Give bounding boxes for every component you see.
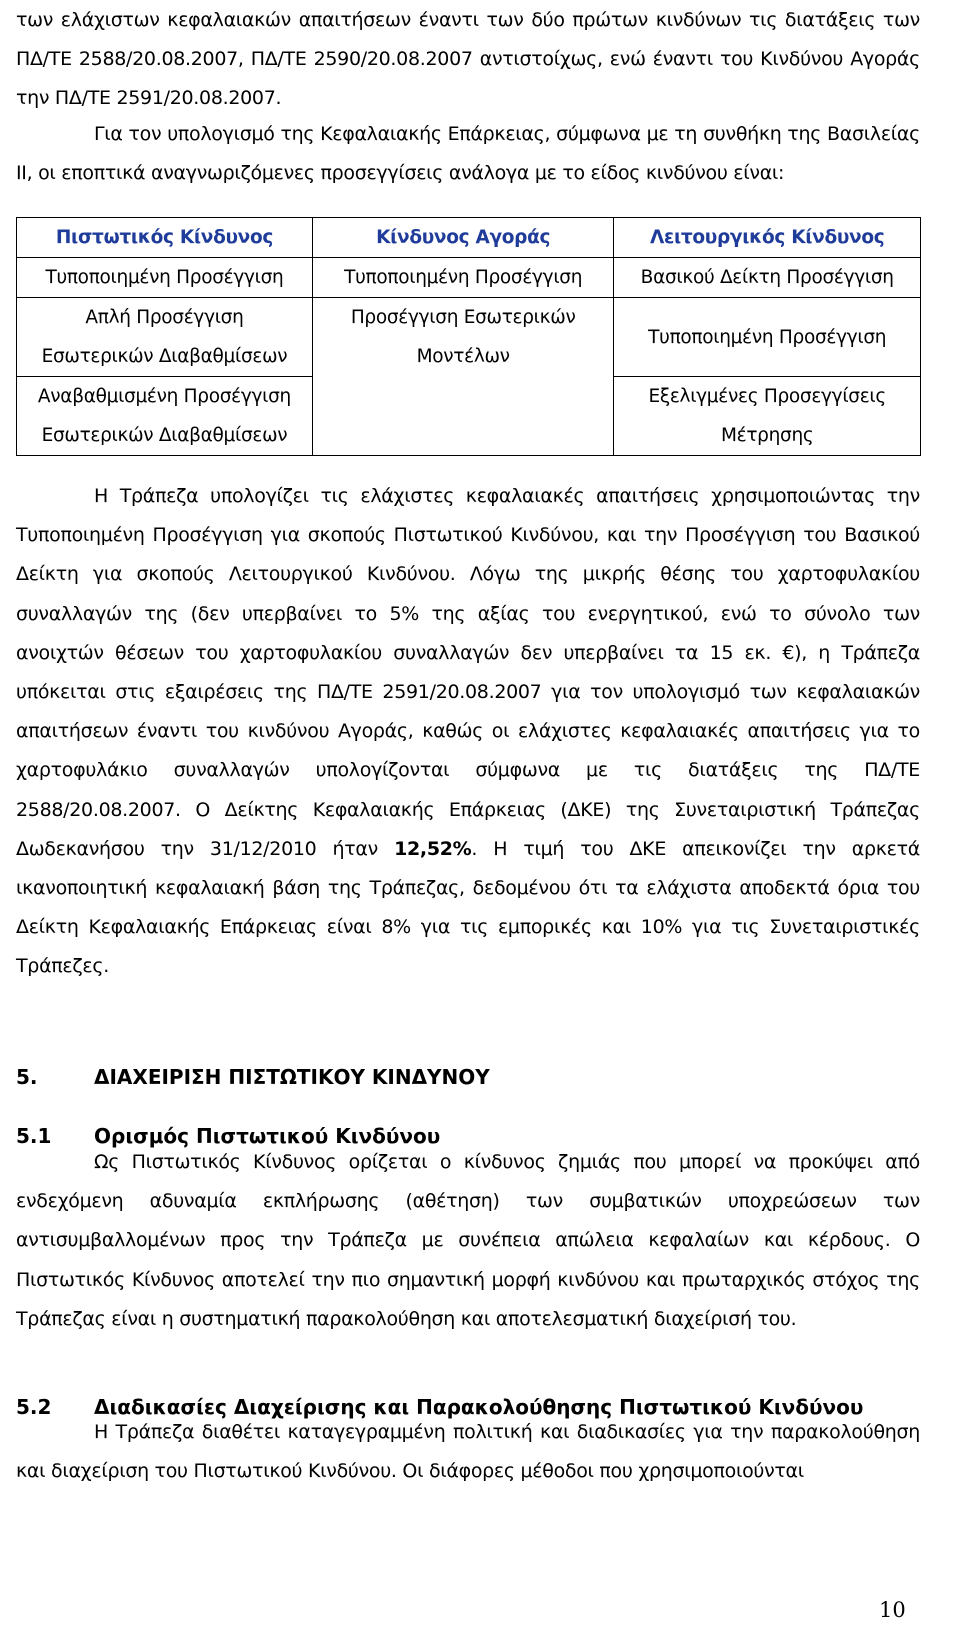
- header-operational-risk: Λειτουργικός Κίνδυνος: [614, 218, 921, 258]
- paragraph-credit-risk-procedures: Η Τράπεζα διαθέτει καταγεγραμμένη πολιτική και διαδικασίες για την παρακολούθηση και διαχείριση του Πιστωτικού Κινδύνου. Οι διάφορες μέθοδοι που χρησιμοποιούνται: [16, 1421, 920, 1483]
- text-span: Η Τράπεζα υπολογίζει τις ελάχιστες κεφαλαιακές απαιτήσεις χρησιμοποιώντας την Τυποποιημένη Προσέγγιση για σκοπούς Πιστωτικού Κινδύνου, και την Προσέγγιση του Βασικού Δείκτη για σκοπούς Λειτουργικού Κινδύνου. Λόγω της μικρής θέσης του χαρτοφυλακίου συναλλαγών της (δεν υπερβαίνει το 5% της αξίας του ενεργητικού, ενώ το σύνολο των ανοιχτών θέσεων του χαρτοφυλακίου συναλλαγών δεν υπερβαίνει τα 15 εκ. €), η Τράπεζα υπόκειται στις εξαιρέσεις της ΠΔ/ΤΕ 2591/20.08.2007 για τον υπολογισμό των κεφαλαιακών απαιτήσεων έναντι του κινδύνου Αγοράς, καθώς οι ελάχιστες κεφαλαιακές απαιτήσεις για το χαρτοφυλάκιο συναλλαγών υπολογίζονται σύμφωνα με τις διατάξεις της ΠΔ/ΤΕ 2588/20.08.2007. Ο Δείκτης Κεφαλαιακής Επάρκειας (ΔΚΕ) της Συνεταιριστική Τράπεζας Δωδεκανήσου την 31/12/2010 ήταν: [16, 485, 920, 860]
- cell-line: Μέτρησης: [720, 425, 814, 446]
- cell-line: Εσωτερικών Διαβαθμίσεων: [41, 346, 288, 367]
- capital-adequacy-ratio: 12,52%: [394, 837, 472, 860]
- cell-line: Προσέγγιση Εσωτερικών: [350, 307, 576, 328]
- table-cell: [17, 377, 313, 456]
- section-title: ΔΙΑΧΕΙΡΙΣΗ ΠΙΣΤΩΤΙΚΟΥ ΚΙΝΔΥΝΟΥ: [94, 1065, 490, 1089]
- section-heading-5: [16, 1065, 490, 1089]
- cell-line: Εξελιγμένες Προσεγγίσεις: [648, 386, 886, 407]
- table-cell: Τυποποιημένη Προσέγγιση: [312, 258, 613, 298]
- paragraph-basel-approaches: Για τον υπολογισμό της Κεφαλαιακής Επάρκειας, σύμφωνα με τη συνθήκη της Βασιλείας ΙΙ, οι εποπτικά αναγνωριζόμενες προσεγγίσεις ανάλογα με το είδος κινδύνου είναι:: [16, 123, 920, 185]
- cell-line: Αναβαθμισμένη Προσέγγιση: [37, 386, 291, 407]
- table-cell: [17, 298, 313, 377]
- cell-line: Απλή Προσέγγιση: [85, 307, 244, 328]
- cell-line: Μοντέλων: [416, 346, 510, 367]
- table-cell-merged: [312, 298, 613, 456]
- section-title: Ορισμός Πιστωτικού Κινδύνου: [94, 1124, 441, 1148]
- section-number: 5.1: [16, 1124, 52, 1148]
- section-number: 5.2: [16, 1395, 52, 1419]
- header-market-risk: Κίνδυνος Αγοράς: [312, 218, 613, 258]
- page-number: 10: [879, 1598, 906, 1622]
- risk-approaches-table: [16, 217, 921, 456]
- text-span: . Η τιμή του ΔΚΕ απεικονίζει την αρκετά ικανοποιητική κεφαλαιακή βάση της Τράπεζας, δεδομένου ότι τα ελάχιστα αποδεκτά όρια του Δείκτη Κεφαλαιακής Επάρκειας είναι 8% για τις εμπορικές και 10% για τις Συνεταιριστικές Τράπεζες.: [16, 837, 921, 978]
- table-cell: Τυποποιημένη Προσέγγιση: [17, 258, 313, 298]
- paragraph-capital-requirements-intro: των ελάχιστων κεφαλαιακών απαιτήσεων έναντι των δύο πρώτων κινδύνων τις διατάξεις των ΠΔ/ΤΕ 2588/20.08.2007, ΠΔ/ΤΕ 2590/20.08.2007 αντιστοίχως, ενώ έναντι του Κινδύνου Αγοράς την ΠΔ/ΤΕ 2591/20.08.2007.: [16, 9, 920, 110]
- section-number: 5.: [16, 1065, 38, 1089]
- table-row: [17, 258, 921, 298]
- paragraph-capital-adequacy: [16, 477, 920, 987]
- section-title: Διαδικασίες Διαχείρισης και Παρακολούθησης Πιστωτικού Κινδύνου: [94, 1395, 864, 1419]
- header-credit-risk: Πιστωτικός Κίνδυνος: [17, 218, 313, 258]
- table-cell: Βασικού Δείκτη Προσέγγιση: [614, 258, 921, 298]
- paragraph-credit-risk-definition: Ως Πιστωτικός Κίνδυνος ορίζεται ο κίνδυνος ζημιάς που μπορεί να προκύψει από ενδεχόμενη αδυναμία εκπλήρωσης (αθέτηση) των συμβατικών υποχρεώσεων των αντισυμβαλλομένων προς την Τράπεζα με συνέπεια απώλεια κεφαλαίων και κέρδους. Ο Πιστωτικός Κίνδυνος αποτελεί την πιο σημαντική μορφή κινδύνου και πρωταρχικός στόχος της Τράπεζας είναι η συστηματική παρακολούθηση και αποτελεσματική διαχείρισή του.: [16, 1151, 920, 1330]
- table-header-row: [17, 218, 921, 258]
- table-cell: Τυποποιημένη Προσέγγιση: [614, 298, 921, 377]
- table-cell: [614, 377, 921, 456]
- table-row: [17, 298, 921, 377]
- cell-line: Εσωτερικών Διαβαθμίσεων: [41, 425, 288, 446]
